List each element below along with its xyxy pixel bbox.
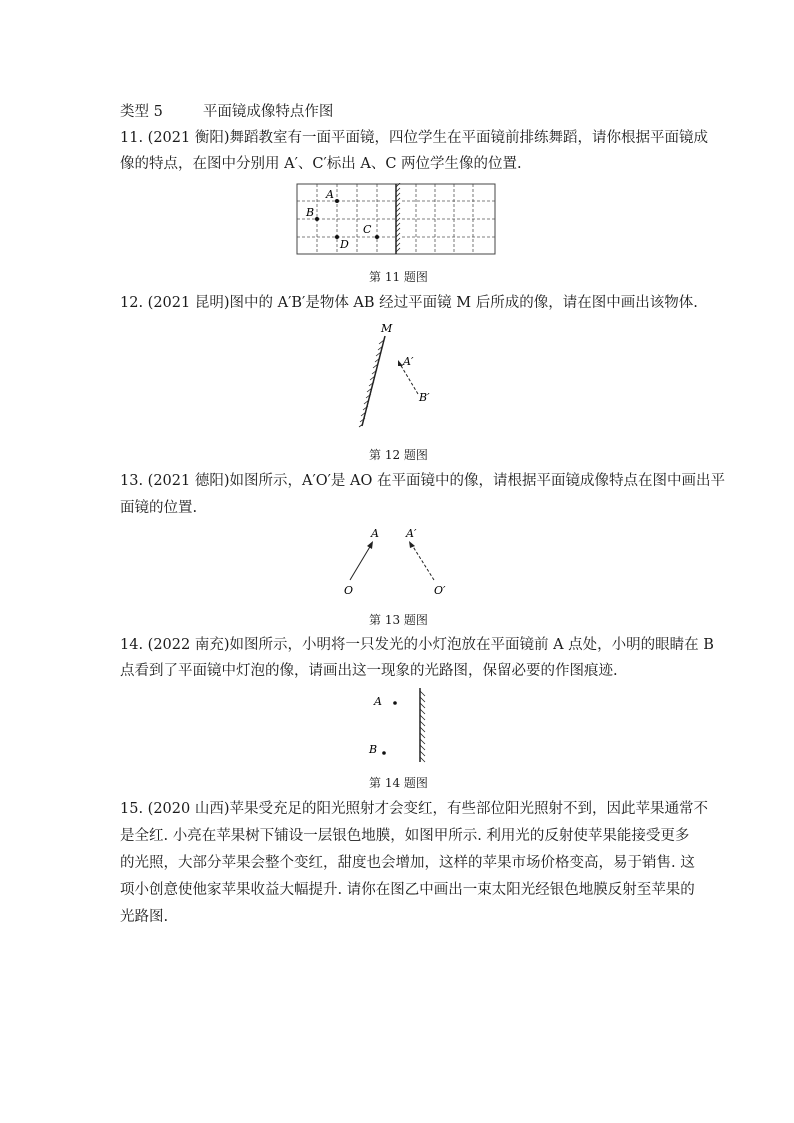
q15-text-line-4: 项小创意使他家苹果收益大幅提升. 请你在图乙中画出一束太阳光经银色地膜反射至苹果的 [120,882,695,898]
q12-label-a: A′ [403,355,414,368]
q12-mirror-figure [345,318,445,430]
q11-point-d [335,235,339,239]
q15-text-line-3: 的光照，大部分苹果会整个变红，甜度也会增加，这样的苹果市场价格变高，易于销售. 这 [120,855,695,871]
q14-point-b [382,751,386,755]
q11-text-line-1: 11. (2021 衡阳)舞蹈教室有一面平面镜，四位学生在平面镜前排练舞蹈，请你根据平面镜成 [120,130,708,146]
q11-point-b [315,217,319,221]
q14-text-line-2: 点看到了平面镜中灯泡的像，请画出这一现象的光路图，保留必要的作图痕迹. [120,663,618,679]
q12-image-ab [400,364,418,394]
q11-label-d: D [340,238,349,251]
q15-text-line-2: 是全红. 小亮在苹果树下铺设一层银色地膜，如图甲所示. 利用光的反射使苹果能接受更多 [120,828,690,844]
q14-point-a [393,701,397,705]
q11-label-c: C [363,223,372,236]
q14-label-b: B [369,743,378,756]
q11-mirror [396,183,400,254]
q14-label-a: A [374,695,382,708]
q13-caption: 第 13 题图 [369,613,428,627]
q11-point-a [335,199,339,203]
q12-caption: 第 12 题图 [369,448,428,462]
q13-label-a-prime: A′ [406,527,417,540]
q11-label-a: A [326,188,334,201]
q13-ray-ao [350,545,371,580]
q12-label-b: B′ [419,391,430,404]
q13-figure [338,524,458,600]
q13-label-o-prime: O′ [434,584,446,597]
section-title: 平面镜成像特点作图 [202,104,334,120]
q13-arrowhead-a2 [409,541,415,548]
q12-label-m: M [381,322,393,335]
q11-text-line-2: 像的特点，在图中分别用 A′、C′标出 A、C 两位学生像的位置. [120,156,522,172]
q15-text-line-1: 15. (2020 山西)苹果受充足的阳光照射才会变红，有些部位阳光照射不到，因此苹果通常不 [120,801,708,817]
q11-grid-figure [296,183,496,255]
q14-text-line-1: 14. (2022 南充)如图所示，小明将一只发光的小灯泡放在平面镜前 A 点处，小明的眼睛在 B [120,637,714,653]
q13-text-line-2: 面镜的位置. [120,500,198,516]
q13-text-line-1: 13. (2021 德阳)如图所示，A′O′是 AO 在平面镜中的像，请根据平面镜成像特点在图中画出平 [120,473,726,489]
q14-figure [365,686,435,766]
q12-text-line-1: 12. (2021 昆明)图中的 A′B′是物体 AB 经过平面镜 M 后所成的像，请在图中画出该物体. [120,295,698,311]
section-heading [120,101,333,123]
q11-caption: 第 11 题图 [369,270,428,284]
q13-image-ray [412,545,434,580]
section-type-label: 类型 5 [120,104,163,120]
q13-label-a: A [371,527,379,540]
q15-text-line-5: 光路图. [120,909,169,925]
q11-point-c [375,235,379,239]
q13-label-o: O [344,584,354,597]
q14-caption: 第 14 题图 [369,776,428,790]
q12-mirror-hatching [359,340,384,427]
q13-arrowhead-a [367,541,373,549]
q11-label-b: B [306,206,315,219]
